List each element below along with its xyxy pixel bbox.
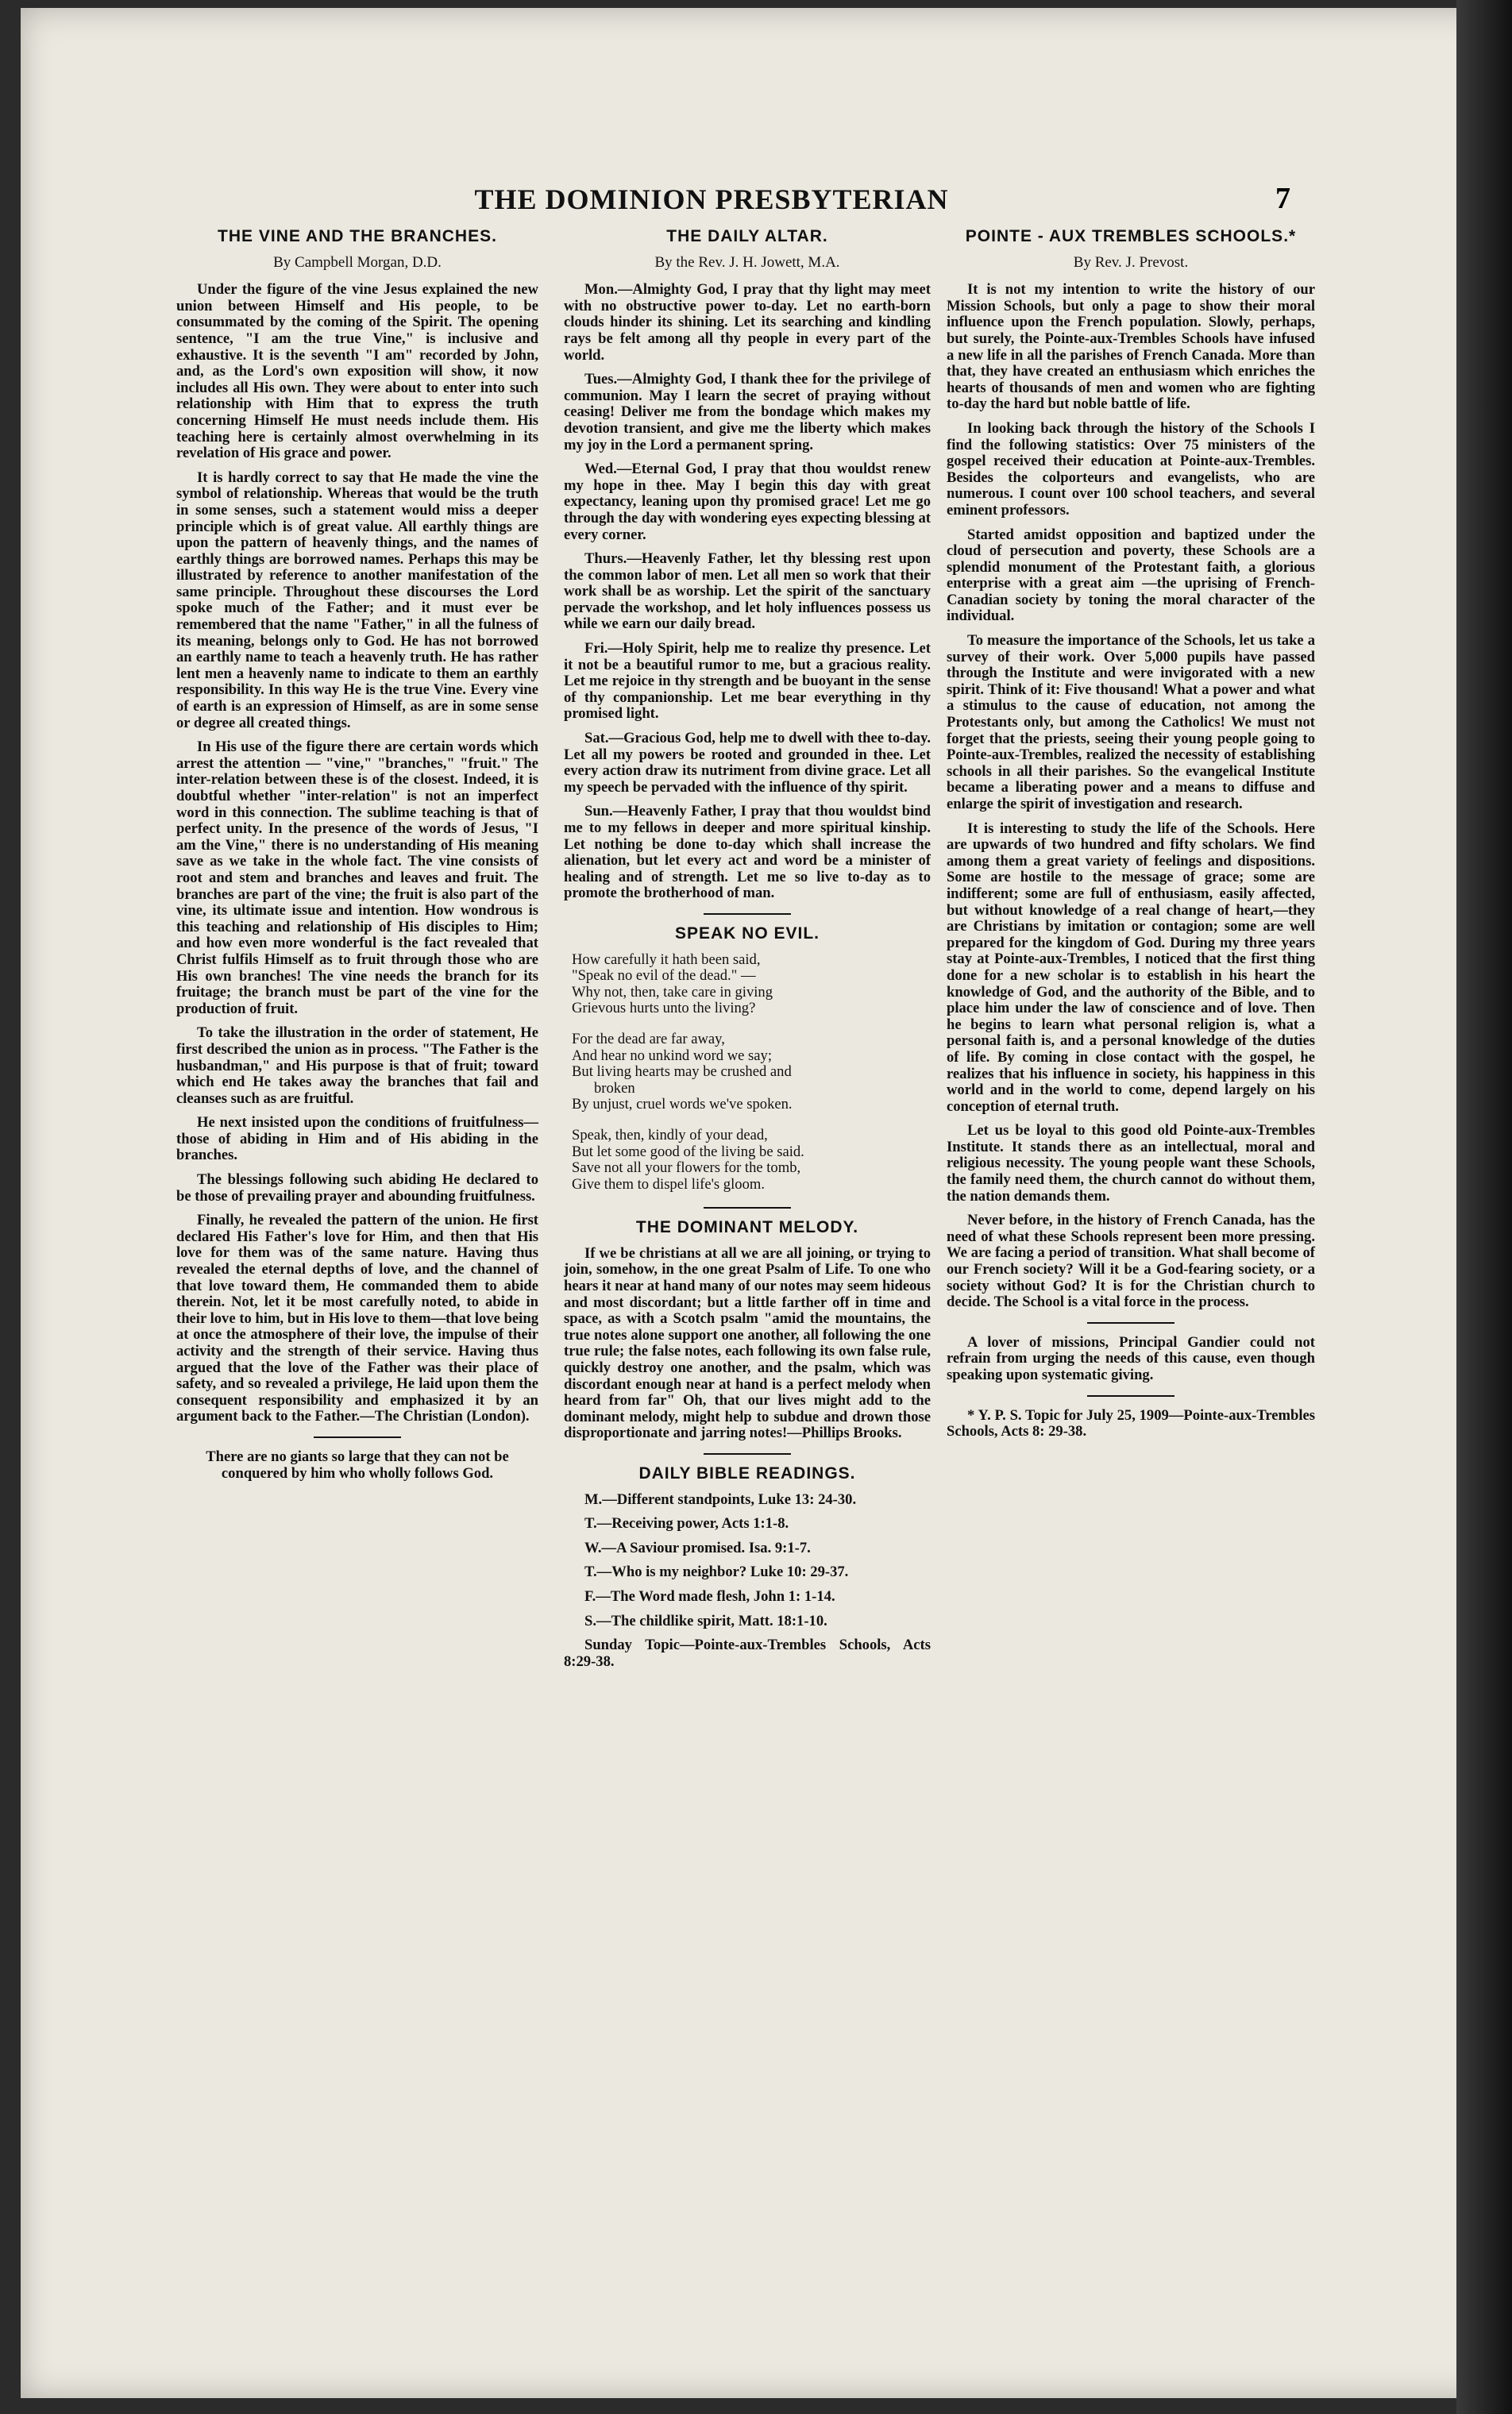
poem-line: broken	[594, 1079, 635, 1097]
reading-item: T.—Receiving power, Acts 1:1-8.	[584, 1515, 789, 1533]
article-paragraph: In His use of the figure there are certain words which arrest the attention — "vine," "branches," "fruit." The inter-relation between these is of the closest. Indeed, it is doubtful whether "inter-relation" is not an imperfect word in this connection. The sublime teaching is that of perfect unity. In the presence of the words of Jesus, "I am the Vine," there is no understanding of His meaning save as we take in the whole fact. The vine consists of root and stem and branches and leaves and fruit. The branches are part of the vine; the fruit is also part of the vine, its ultimate issue and intention. How wondrous is this teaching and relationship of His disciples to Him; and how even more wonderful is the fact revealed that Christ fulfils Himself as to fruit through those who are His own branches! The vine needs the branch for its fruitage; the branch must be part of the vine for the production of fruit.	[176, 738, 538, 1017]
prayer-paragraph: Sat.—Gracious God, help me to dwell with thee to-day. Let all my powers be rooted and grounded in thee. Let every action draw its nutriment from divine grace. Let all my speech be pervaded with the influence of thy spirit.	[564, 730, 931, 796]
poem-line: For the dead are far away,	[572, 1030, 725, 1047]
reading-item: Sunday Topic—Pointe-aux-Trembles Schools, Acts 8:29-38.	[564, 1637, 931, 1670]
poem	[572, 952, 931, 1194]
prayer-paragraph: Sun.—Heavenly Father, I pray that thou wouldst bind me to my fellows in deeper and more spiritual kinship. Let nothing be done to-day which shall increase the alienation, but let every act and word be a minister of healing and of strength. Let me so live to-day as to promote the brotherhood of man.	[564, 803, 931, 902]
melody-paragraph: If we be christians at all we are all joining, or trying to join, somehow, in the one great Psalm of Life. To one who hears it near at hand many of our notes may seem hideous and most discordant; but a little farther off in time and space, as with a Scotch psalm "amid the mountains, the true notes alone support one another, all following the one true rule; the false notes, each following its own false rule, quickly destroy one another, and the psalm, which was discordant enough near at hand is a perfect melody when heard from far" Oh, that our lives might add to the dominant melody, might help to subdue and drown those disproportionate and jarring notes!—Phillips Brooks.	[564, 1244, 931, 1442]
prayer-paragraph: Tues.—Almighty God, I thank thee for the privilege of communion. May I learn the secret of praying without ceasing! Deliver me from the bondage which makes my devotion transient, and give me the liberty which makes my joy in the Lord a permanent spring.	[564, 371, 931, 453]
column-vine-and-branches	[176, 229, 538, 1482]
article-paragraph: Let us be loyal to this good old Pointe-aux-Trembles Institute. It stands there as an intellectual, moral and religious necessity. The young people want these Schools, the family need them, the church cannot do without them, the nation demands them.	[947, 1122, 1315, 1205]
article-paragraph: It is hardly correct to say that He made the vine the symbol of relationship. Whereas that would be the truth in some senses, such a statement would miss a deeper principle which is of great value. All earthly things are upon the pattern of heavenly things, and the names of earthly things are borrowed names. Perhaps this may be illustrated by reference to another manifestation of the same principle. Throughout these discourses the Lord spoke much of the Father; and it must ever be remembered that the name "Father," in all the fulness of its meaning, belongs only to God. He has not borrowed an earthly name to teach a heavenly truth. He has rather lent men a heavenly name to indicate to them an earthly responsibility. In this way He is the true Vine. Every vine of earth is an expression of Himself, as are in some sense or degree all created things.	[176, 469, 538, 731]
masthead: THE DOMINION PRESBYTERIAN	[474, 183, 949, 215]
article-paragraph: To measure the importance of the Schools, let us take a survey of their work. Over 5,000 pupils have passed through the Institute and were invigorated with a new spirit. Think of it: Five thousand! What a power and what a stimulus to the cause of education, not among the Protestants only, but among the Catholics! We must not forget that the priests, seeing their young people going to Pointe-aux-Trembles, realized the necessity of establishing schools in all their parishes. So the evangelical Institute became a liberating power and a means to diffuse and enlarge the spirit of investigation and research.	[947, 632, 1315, 812]
prayer-paragraph: Mon.—Almighty God, I pray that thy light may meet with no obstructive power to-day. Let no earth-born clouds hinder its shining. Let its searching and kindling rays be felt among all thy people in every part of the world.	[564, 281, 931, 364]
poem-line: Why not, then, take care in giving	[572, 983, 773, 1001]
article-byline: By Campbell Morgan, D.D.	[273, 253, 442, 271]
poem-line: "Speak no evil of the dead." —	[572, 967, 756, 985]
poem-stanza	[572, 952, 931, 1017]
divider	[1087, 1395, 1174, 1397]
prayer-paragraph: Thurs.—Heavenly Father, let thy blessing rest upon the common labor of men. Let all men so work that their work shall be as worship. Let the spirit of the sanctuary pervade the workshop, and let holy influences possess us while we earn our daily bread.	[564, 550, 931, 633]
poem-line: How carefully it hath been said,	[572, 951, 761, 968]
poem-line: But living hearts may be crushed and	[572, 1063, 792, 1081]
poem-stanza	[572, 1032, 931, 1113]
article-heading: THE DAILY ALTAR.	[666, 227, 828, 245]
divider	[704, 1453, 791, 1455]
melody-heading: THE DOMINANT MELODY.	[635, 1218, 859, 1237]
article-paragraph: He next insisted upon the conditions of fruitfulness—those of abiding in Him and of His abiding in the branches.	[176, 1114, 538, 1164]
divider	[704, 1207, 791, 1209]
article-paragraph: To take the illustration in the order of statement, He first described the union as in process. "The Father is the husbandman," and His purpose is that of fruit; toward which end He takes away the branches that fail and cleanses such as are fruitful.	[176, 1024, 538, 1107]
reading-item: T.—Who is my neighbor? Luke 10: 29-37.	[584, 1564, 849, 1581]
article-paragraph: In looking back through the history of the Schools I find the following statistics: Over 75 ministers of the gospel received their education at Pointe-aux-Trembles. Besides the colporteurs and evangelists, who are numerous. I count over 100 school teachers, and several eminent professors.	[947, 419, 1315, 519]
page-number: 7	[1275, 182, 1290, 215]
article-paragraph: Under the figure of the vine Jesus explained the new union between Himself and His people, to be consummated by the coming of the Spirit. The opening sentence, "I am the true Vine," is inclusive and exhaustive. It is the seventh "I am" recorded by John, and, as the Lord's own exposition will show, it now includes all His own. They were about to enter into such relationship with Him that to express the truth concerning Himself He must needs include them. His teaching here is certainly almost overwhelming in its revelation of His grace and power.	[176, 281, 538, 462]
article-heading: THE VINE AND THE BRANCHES.	[218, 227, 497, 245]
poem-stanza	[572, 1128, 931, 1193]
article-heading: POINTE - AUX TREMBLES SCHOOLS.*	[965, 227, 1297, 245]
poem-line: Give them to dispel life's gloom.	[572, 1175, 765, 1193]
prayer-paragraph: Wed.—Eternal God, I pray that thou wouldst renew my hope in thee. May I begin this day with great expectancy, leaning upon thy promised grace! Let me go through the day with wondering eyes expecting blessing at every corner.	[564, 461, 931, 543]
closing-note: There are no giants so large that they can not be conquered by him who wholly follows God.	[206, 1448, 509, 1482]
scan-edge	[1456, 0, 1512, 2414]
article-paragraph: It is interesting to study the life of the Schools. Here are upwards of two hundred and fifty scholars. We find among them a great variety of feelings and dispositions. Some are hostile to the message of grace; some are indifferent; some are full of enthusiasm, easily affected, but without knowledge of a real change of heart,—they are Christians by imitation or contagion; some are well prepared for the kingdom of God. During my three years stay at Pointe-aux-Trembles, I noticed that the first thing done for a new scholar is to establish in his heart the knowledge of God, and the authority of the Bible, and to place him under the law of conscience and of love. Then he begins to learn what personal religion is, what a personal faith is, and a personal knowledge of the duties of life. By coming in close contact with the gospel, he realizes that his influence in society, his happiness in this world and in the world to come, depend largely on his conception of eternal truth.	[947, 819, 1315, 1115]
article-paragraph: Started amidst opposition and baptized under the cloud of persecution and poverty, these Schools are a splendid monument of the Protestant faith, a glorious enterprise with a great aim —the uprising of French-Canadian society by toning the moral character of the individual.	[947, 526, 1315, 625]
divider	[314, 1436, 401, 1438]
column-daily-altar	[564, 229, 931, 1678]
reading-item: S.—The childlike spirit, Matt. 18:1-10.	[584, 1612, 827, 1629]
divider	[704, 913, 791, 915]
prayer-paragraph: Fri.—Holy Spirit, help me to realize thy presence. Let it not be a beautiful rumor to me, but a gracious reality. Let me rejoice in thy strength and be buoyant in the sense of thy companionship. Let me bear everything in thy promised light.	[564, 640, 931, 723]
poem-line: Grievous hurts unto the living?	[572, 1000, 756, 1017]
footnote: * Y. P. S. Topic for July 25, 1909—Pointe-aux-Trembles Schools, Acts 8: 29-38.	[947, 1406, 1315, 1440]
article-paragraph: Never before, in the history of French Canada, has the need of what these Schools represent been more pressing. We are facing a period of transition. What shall become of our French society? Will it be a God-fearing society, or a society without God? It is for the Christian church to decide. The School is a vital force in the process.	[947, 1212, 1315, 1311]
poem-line: Save not all your flowers for the tomb,	[572, 1159, 801, 1177]
poem-line: Speak, then, kindly of your dead,	[572, 1126, 768, 1143]
reading-item: M.—Different standpoints, Luke 13: 24-30.	[584, 1490, 857, 1508]
poem-line: By unjust, cruel words we've spoken.	[572, 1096, 793, 1113]
poem-line: And hear no unkind word we say;	[572, 1047, 772, 1064]
article-byline: By the Rev. J. H. Jowett, M.A.	[654, 253, 840, 271]
column-pointe-aux-trembles	[947, 229, 1315, 1448]
reading-item: W.—A Saviour promised. Isa. 9:1-7.	[584, 1539, 811, 1556]
article-paragraph: It is not my intention to write the history of our Mission Schools, but only a page to show their moral influence upon the French population. Slowly, perhaps, but surely, the Pointe-aux-Trembles Schools have infused a new life in all the parishes of French Canada. More than that, they have created an enthusiasm which enriches the hearts of thousands of men and women who are fighting to-day the hard but noble battle of life.	[947, 281, 1315, 413]
divider	[1087, 1322, 1174, 1324]
poem-line: But let some good of the living be said.	[572, 1143, 804, 1160]
article-paragraph: The blessings following such abiding He declared to be those of prevailing prayer and abounding fruitfulness.	[176, 1171, 538, 1205]
article-paragraph: Finally, he revealed the pattern of the union. He first declared His Father's love for Him, and then that His love for them was of the same nature. Having thus revealed the eternal depths of love, and the channel of that love toward them, He commanded them to abide therein. Not, let it be most carefully noted, to abide in their love to him, but in His love to them—that love being at once the atmosphere of their love, the impulse of their activity and the strength of their service. Having thus argued that the love of the Father was their place of safety, and so revealed a privilege, He laid upon them the consequent responsibility and emphasized it by an argument back to the Father.—The Christian (London).	[176, 1212, 538, 1425]
reading-item: F.—The Word made flesh, John 1: 1-14.	[584, 1587, 835, 1605]
closing-note: A lover of missions, Principal Gandier could not refrain from urging the needs of this cause, even though speaking upon systematic giving.	[947, 1333, 1315, 1383]
article-byline: By Rev. J. Prevost.	[1073, 253, 1189, 271]
readings-heading: DAILY BIBLE READINGS.	[638, 1464, 856, 1483]
poem-heading: SPEAK NO EVIL.	[674, 924, 820, 943]
newspaper-page	[21, 8, 1491, 2398]
